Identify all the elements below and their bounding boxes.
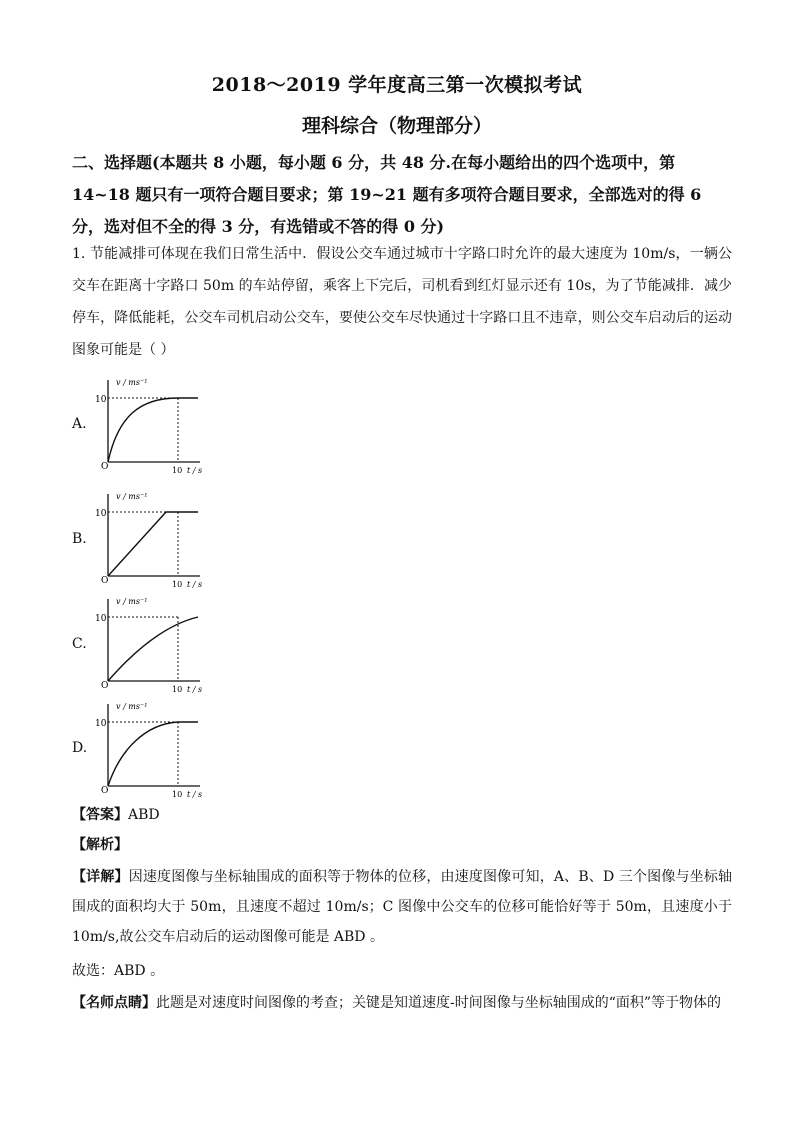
analysis-line <box>72 830 732 860</box>
page-subtitle: 理科综合（物理部分） <box>301 115 492 137</box>
y-tick-label: 10 <box>95 395 107 405</box>
y-axis-label: v / ms⁻¹ <box>116 378 148 387</box>
x-axis-label: t / s <box>187 580 203 589</box>
detail-text: 因速度图像与坐标轴围成的面积等于物体的位移，由速度图像可知，A、B、D 三个图像与坐标轴围成的面积均大于 50m，且速度不超过 10m/s；C 图像中公交车的位移可能恰好等于 50m，且速度小于 10m/s,故公交车启动后的运动图像可能是 ABD 。 <box>72 869 733 945</box>
detail-paragraph <box>72 862 732 952</box>
velocity-line <box>108 512 198 576</box>
y-axis-label: v / ms⁻¹ <box>116 492 148 501</box>
option-a-label: A. <box>72 416 87 432</box>
origin-label: O <box>101 786 109 796</box>
origin-label: O <box>101 462 109 472</box>
answer-value: ABD <box>128 807 160 823</box>
detail-tag: 【详解】 <box>72 869 129 885</box>
analysis-tag: 【解析】 <box>72 837 128 853</box>
page-title: 2018～2019 学年度高三第一次模拟考试 <box>211 74 583 96</box>
x-tick-label: 10 <box>172 685 183 694</box>
velocity-curve <box>108 722 198 786</box>
option-b-graph <box>90 490 220 590</box>
tip-paragraph <box>72 988 732 1018</box>
velocity-curve <box>108 398 198 462</box>
option-a-graph <box>90 376 220 476</box>
option-c-graph <box>90 595 220 695</box>
option-d-graph <box>90 700 220 800</box>
x-tick-label: 10 <box>172 580 183 589</box>
origin-label: O <box>101 681 109 691</box>
option-d-label: D. <box>72 740 88 756</box>
answer-line <box>72 800 732 830</box>
origin-label: O <box>101 576 109 586</box>
y-axis-label: v / ms⁻¹ <box>116 702 148 711</box>
answer-tag: 【答案】 <box>72 807 128 823</box>
velocity-curve <box>108 617 198 681</box>
x-tick-label: 10 <box>172 790 183 799</box>
x-tick-label: 10 <box>172 466 183 475</box>
option-c-label: C. <box>72 636 87 652</box>
choice-line: 故选：ABD 。 <box>72 963 165 979</box>
y-tick-label: 10 <box>95 614 107 624</box>
section-heading: 二、选择题(本题共 8 小题，每小题 6 分，共 48 分.在每小题给出的四个选项中，第 14~18 题只有一项符合题目要求；第 19~21 题有多项符合题目要求，全部选对的得 6 分，选对但不全的得 3 分，有选错或不答的得 0 分) <box>72 153 702 236</box>
x-axis-label: t / s <box>187 466 203 475</box>
x-axis-label: t / s <box>187 685 203 694</box>
option-b-label: B. <box>72 531 87 547</box>
tip-tag: 【名师点睛】 <box>72 995 156 1011</box>
y-tick-label: 10 <box>95 509 107 519</box>
question-text: 1. 节能减排可体现在我们日常生活中．假设公交车通过城市十字路口时允许的最大速度为 10m/s，一辆公交车在距离十字路口 50m 的车站停留，乘客上下完后，司机看到红灯显示还有 10s，为了节能减排．减少停车，降低能耗，公交车司机启动公交车，要使公交车尽快通过十字路口且不违章，则公交车启动后的运动图象可能是（ ） <box>72 246 732 358</box>
y-tick-label: 10 <box>95 719 107 729</box>
y-axis-label: v / ms⁻¹ <box>116 597 148 606</box>
tip-text: 此题是对速度时间图像的考查；关键是知道速度-时间图像与坐标轴围成的“面积”等于物体的 <box>156 995 722 1011</box>
x-axis-label: t / s <box>187 790 203 799</box>
